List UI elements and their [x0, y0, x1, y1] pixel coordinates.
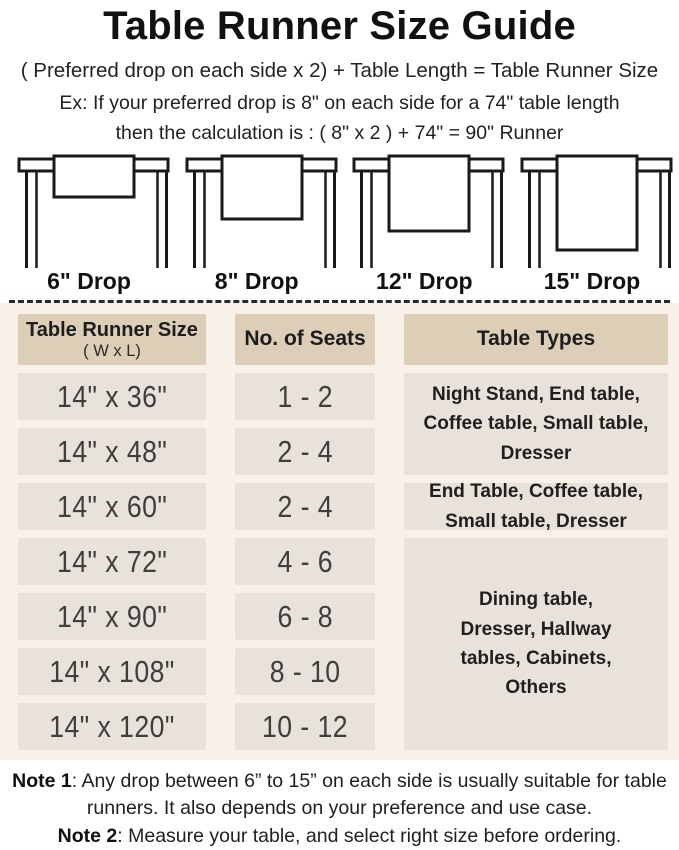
diagram-8-drop — [174, 154, 340, 295]
formula-line: ( Preferred drop on each side x 2) + Table Length = Table Runner Size — [20, 59, 659, 82]
example-line-1: Ex: If your preferred drop is 8" on each side for a 74" table length — [59, 92, 620, 114]
drop-label: 12" Drop — [376, 268, 473, 294]
drop-label: 15" Drop — [543, 268, 641, 294]
diagram-12-drop — [341, 154, 507, 295]
size-guide-section — [0, 303, 679, 760]
header-table-types: Table Types — [404, 314, 668, 365]
diagram-15-drop — [509, 154, 675, 295]
runner-size-cell: 14" x 60" — [18, 483, 206, 530]
runner-size-cell: 14" x 36" — [18, 373, 206, 420]
runner-size-cell: 14" x 90" — [18, 593, 206, 640]
table-types-cell: End Table, Coffee table, Small table, Dresser — [404, 483, 668, 530]
seats-cell: 10 - 12 — [235, 703, 375, 750]
note-2: Note 2: Measure your table, and select right size before ordering. — [57, 825, 622, 848]
table-types-cell: Dining table, Dresser, Hallway tables, Cabinets, Others — [404, 538, 668, 750]
notes-section — [0, 760, 679, 850]
header-seats: No. of Seats — [235, 314, 375, 365]
header-runner-size — [18, 314, 206, 365]
drop-diagrams-row — [0, 152, 679, 295]
seats-cell: 2 - 4 — [235, 483, 375, 530]
table-runner-diagram-icon — [6, 154, 172, 268]
header-runner-size-title: Table Runner Size — [26, 318, 198, 341]
header-runner-size-sub: ( W x L) — [83, 341, 141, 360]
seats-cell: 4 - 6 — [235, 538, 375, 585]
table-runner-diagram-icon — [174, 154, 340, 268]
seats-cell: 6 - 8 — [235, 593, 375, 640]
runner-size-cell: 14" x 120" — [18, 703, 206, 750]
drop-label: 6" Drop — [47, 268, 131, 294]
runner-size-cell: 14" x 48" — [18, 428, 206, 475]
note-1: Note 1: Any drop between 6” to 15” on each side is usually suitable for table runners. It also depends on your preference and use case. — [12, 770, 667, 819]
runner-size-cell: 14" x 72" — [18, 538, 206, 585]
runner-size-cell: 14" x 108" — [18, 648, 206, 695]
table-runner-diagram-icon — [509, 154, 675, 268]
table-types-cell: Night Stand, End table, Coffee table, Small table, Dresser — [404, 373, 668, 475]
diagram-6-drop — [6, 154, 172, 295]
table-runner-diagram-icon — [341, 154, 507, 268]
guide-header — [0, 4, 679, 145]
page-title: Table Runner Size Guide — [103, 4, 576, 48]
seats-cell: 8 - 10 — [235, 648, 375, 695]
size-guide-table — [18, 314, 679, 750]
drop-label: 8" Drop — [214, 268, 299, 294]
example-line-2: then the calculation is : ( 8" x 2 ) + 74" = 90" Runner — [115, 122, 564, 144]
seats-cell: 2 - 4 — [235, 428, 375, 475]
seats-cell: 1 - 2 — [235, 373, 375, 420]
